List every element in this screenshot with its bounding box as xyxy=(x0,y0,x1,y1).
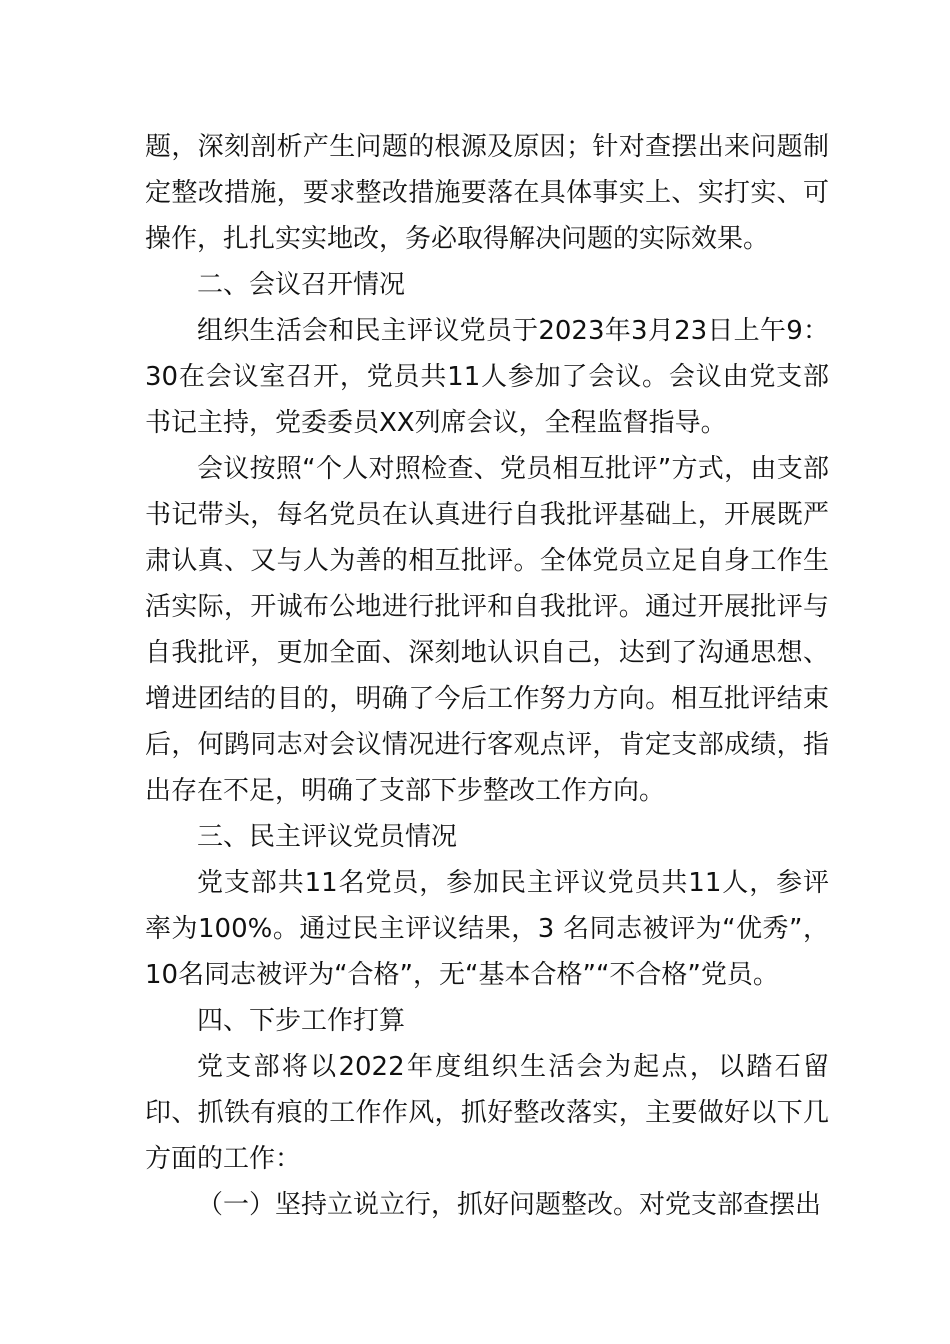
paragraph-meeting-process: 会议按照“个人对照检查、党员相互批评”方式，由支部书记带头，每名党员在认真进行自我批评基础上，开展既严肃认真、又与人为善的相互批评。全体党员立足自身工作生活实际，开诚布公地进行批评和自我批评。通过开展批评与自我批评，更加全面、深刻地认识自己，达到了沟通思想、增进团结的目的，明确了今后工作努力方向。相互批评结束后，何鹍同志对会议情况进行客观点评，肯定支部成绩，指出存在不足，明确了支部下步整改工作方向。 xyxy=(145,454,829,806)
heading-next-steps: 四、下步工作打算 xyxy=(197,1006,406,1036)
paragraph-next-steps-item-1: （一）坚持立说立行，抓好问题整改。对党支部查摆出 xyxy=(197,1190,822,1220)
paragraph-meeting-time: 组织生活会和民主评议党员于2023年3月23日上午9：30在会议室召开，党员共11人参加了会议。会议由党支部书记主持，党委委员XX列席会议，全程监督指导。 xyxy=(145,316,829,438)
heading-evaluation: 三、民主评议党员情况 xyxy=(197,822,458,852)
heading-meeting-overview: 二、会议召开情况 xyxy=(197,270,406,300)
paragraph-evaluation-results: 党支部共11名党员，参加民主评议党员共11人，参评率为100%。通过民主评议结果，3 名同志被评为“优秀”， 10名同志被评为“合格”，无“基本合格”“不合格”党员。 xyxy=(145,868,829,990)
paragraph-next-steps-intro: 党支部将以2022年度组织生活会为起点，以踏石留印、抓铁有痕的工作作风，抓好整改落实，主要做好以下几方面的工作： xyxy=(145,1052,829,1174)
document-body xyxy=(145,124,829,1228)
paragraph-problem-analysis: 题，深刻剖析产生问题的根源及原因；针对查摆出来问题制定整改措施，要求整改措施要落在具体事实上、实打实、可操作，扎扎实实地改，务必取得解决问题的实际效果。 xyxy=(145,132,829,254)
